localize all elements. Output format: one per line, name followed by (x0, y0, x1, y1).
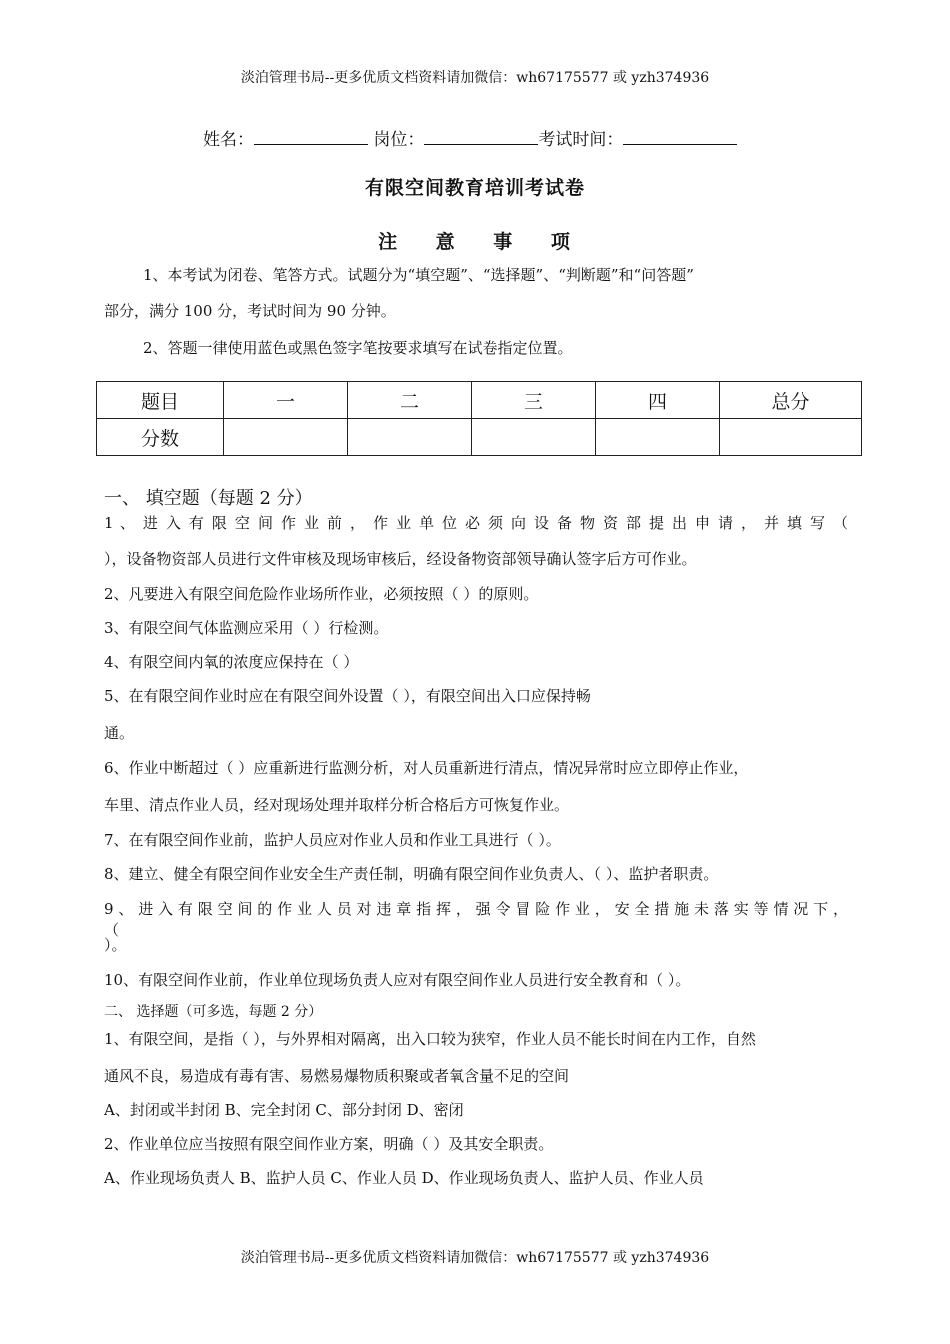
choice-question-2-options: A、作业现场负责人 B、监护人员 C、作业人员 D、作业现场负责人、监护人员、作业人员 (104, 1169, 704, 1187)
score-row-label: 分数 (97, 419, 224, 456)
score-cell[interactable] (720, 419, 862, 456)
notice-item-1: 1、本考试为闭卷、笔答方式。试题分为“填空题”、“选择题”、“判断题”和“问答题” (143, 266, 694, 284)
score-cell[interactable] (596, 419, 720, 456)
fill-question-8: 8、建立、健全有限空间作业安全生产责任制，明确有限空间作业负责人、（ ）、监护者职责。 (104, 865, 719, 883)
score-header-cell: 二 (348, 382, 472, 419)
score-header-cell: 题目 (97, 382, 224, 419)
score-header-cell: 一 (224, 382, 348, 419)
page-footer: 淡泊管理书局--更多优质文档资料请加微信：wh67175577 或 yzh374936 (240, 1250, 710, 1266)
time-blank[interactable] (623, 128, 737, 145)
choice-question-2: 2、作业单位应当按照有限空间作业方案，明确（ ）及其安全职责。 (104, 1135, 554, 1153)
post-blank[interactable] (424, 128, 538, 145)
fill-question-10: 10、有限空间作业前，作业单位现场负责人应对有限空间作业人员进行安全教育和（ ）。 (104, 971, 691, 989)
notice-item-1-cont: 部分，满分 100 分，考试时间为 90 分钟。 (104, 302, 396, 320)
fill-question-9-cont: ）。 (104, 936, 127, 954)
score-header-cell: 四 (596, 382, 720, 419)
fill-question-6-cont: 车里、清点作业人员，经对现场处理并取样分析合格后方可恢复作业。 (104, 796, 570, 814)
fill-question-1: 1 、 进 入 有 限 空 间 作 业 前 ， 作 业 单 位 必 须 向 设 备 物 资 部 提 出 申 请 ， 并 填 写 （ (104, 514, 848, 532)
score-cell[interactable] (224, 419, 348, 456)
name-blank[interactable] (254, 128, 368, 145)
fill-question-5-cont: 通。 (104, 724, 135, 742)
section-2-title: 二、 选择题（可多选，每题 2 分） (104, 1004, 323, 1020)
choice-question-1-cont: 通风不良，易造成有毒有害、易燃易爆物质积聚或者氧含量不足的空间 (104, 1067, 570, 1085)
score-header-cell: 三 (472, 382, 596, 419)
fill-question-4: 4、有限空间内氧的浓度应保持在（ ） (104, 653, 359, 671)
score-table (96, 381, 862, 456)
choice-question-1-options: A、封闭或半封闭 B、完全封闭 C、部分封闭 D、密闭 (104, 1101, 464, 1119)
score-table-score-row (97, 419, 862, 456)
fill-question-6: 6、作业中断超过（ ）应重新进行监测分析，对人员重新进行清点，情况异常时应立即停止作业， (104, 759, 749, 777)
notice-item-2: 2、答题一律使用蓝色或黑色签字笔按要求填写在试卷指定位置。 (143, 339, 573, 357)
notice-title: 注 意 事 项 (378, 231, 572, 253)
section-1-title: 一、 填空题（每题 2 分） (104, 488, 313, 509)
fill-question-9: 9 、 进 入 有 限 空 间 的 作 业 人 员 对 违 章 指 挥 ， 强 令 冒 险 作 业 ， 安 全 措 施 未 落 实 等 情 况 下 ， （ (104, 900, 848, 939)
post-label: 岗位： (373, 130, 425, 150)
time-label: 考试时间： (538, 130, 624, 150)
score-table-header-row (97, 382, 862, 419)
page-header: 淡泊管理书局--更多优质文档资料请加微信：wh67175577 或 yzh374936 (240, 70, 710, 86)
score-cell[interactable] (348, 419, 472, 456)
choice-question-1: 1、有限空间，是指（ ），与外界相对隔离，出入口较为狭窄，作业人员不能长时间在内工作，自然 (104, 1030, 756, 1048)
fill-question-2: 2、凡要进入有限空间危险作业场所作业，必须按照（ ）的原则。 (104, 585, 539, 603)
score-header-cell: 总分 (720, 382, 862, 419)
fill-question-3: 3、有限空间气体监测应采用（ ）行检测。 (104, 619, 389, 637)
fill-question-5: 5、在有限空间作业时应在有限空间外设置（ ），有限空间出入口应保持畅 (104, 687, 591, 705)
score-cell[interactable] (472, 419, 596, 456)
name-label: 姓名： (203, 130, 254, 150)
exam-info-line (203, 125, 737, 150)
fill-question-1-cont: ），设备物资部人员进行文件审核及现场审核后，经设备物资部领导确认签字后方可作业。 (104, 550, 697, 568)
exam-title: 有限空间教育培训考试卷 (364, 177, 585, 199)
fill-question-7: 7、在有限空间作业前，监护人员应对作业人员和作业工具进行（ ）。 (104, 831, 561, 849)
